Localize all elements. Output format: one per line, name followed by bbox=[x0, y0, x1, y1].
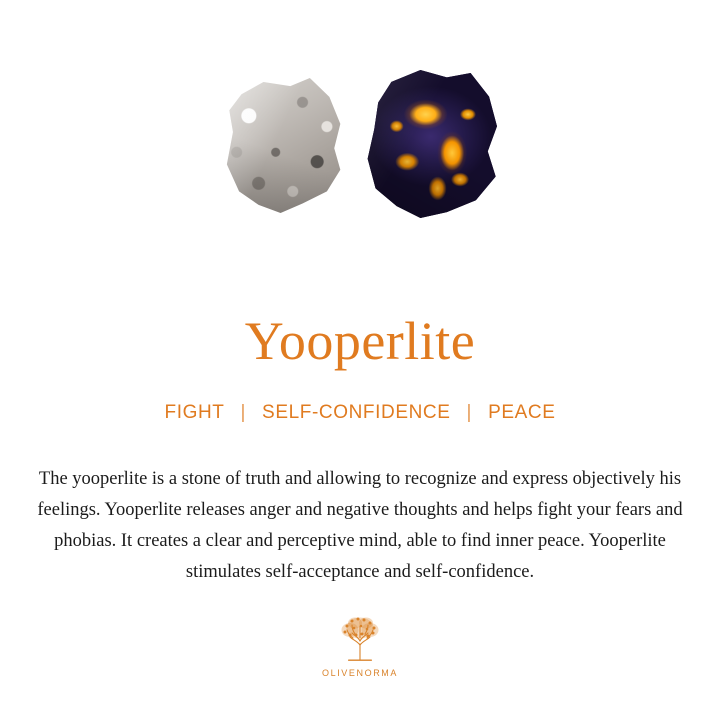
keyword-peace: PEACE bbox=[488, 402, 556, 423]
keyword-list bbox=[163, 402, 558, 424]
brand-name: OLIVENORMA bbox=[321, 668, 398, 679]
tree-of-life-icon bbox=[331, 614, 389, 666]
granite-stone-shading bbox=[222, 78, 344, 213]
yooperlite-stone-shading bbox=[365, 70, 497, 218]
keyword-self-confidence: SELF-CONFIDENCE bbox=[262, 402, 451, 423]
keyword-fight: FIGHT bbox=[164, 402, 225, 423]
description-text: The yooperlite is a stone of truth and allowing to recognize and express objectively his feelings. Yooperlite releases anger and negative thoughts and helps fight your fears and phobias. It creates a clear and perceptive mind, able to find inner peace. Yooperlite stimulates self-acceptance and self-confidence. bbox=[37, 469, 683, 583]
stone-images bbox=[0, 62, 720, 232]
granite-stone-image bbox=[222, 78, 344, 213]
keyword-separator: | bbox=[466, 402, 473, 423]
yooperlite-stone-image bbox=[365, 70, 497, 218]
keyword-separator: | bbox=[240, 402, 247, 423]
brand-logo bbox=[322, 614, 398, 678]
page-title: Yooperlite bbox=[244, 311, 476, 371]
